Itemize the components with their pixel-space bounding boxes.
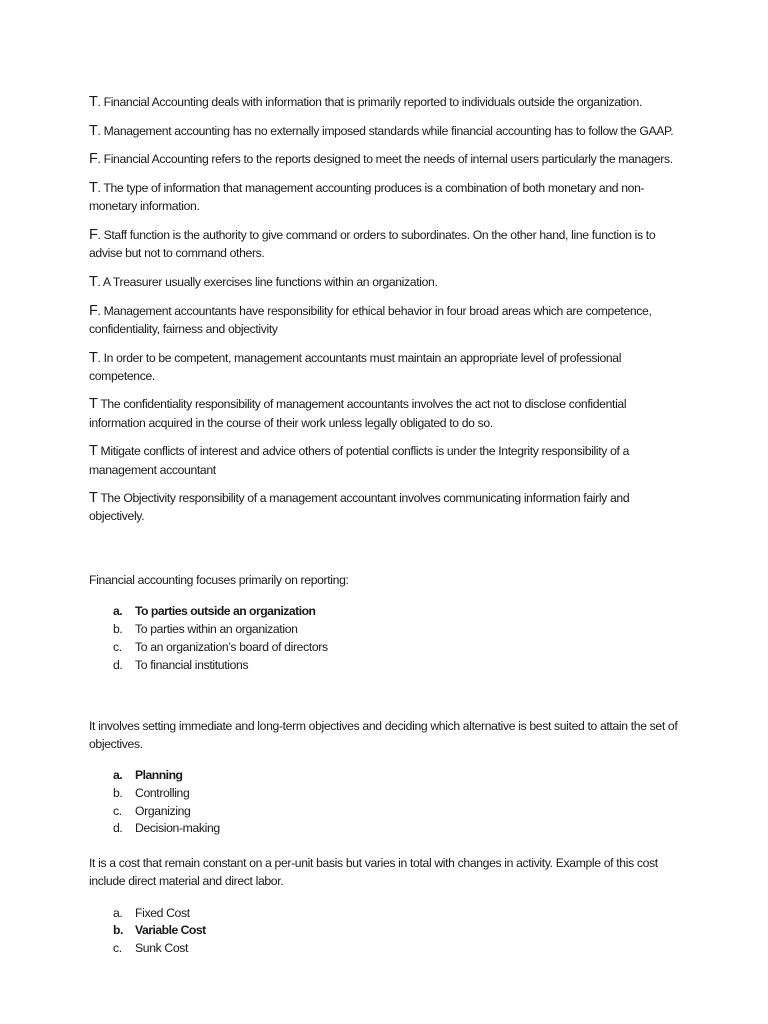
statement-text: Financial Accounting deals with information that is primarily reported to individuals outside the organization. xyxy=(100,95,642,109)
option-c: c. Sunk Cost xyxy=(113,941,189,956)
answer-mark: F xyxy=(89,151,98,168)
answer-mark: T xyxy=(89,349,98,366)
answer-mark: T xyxy=(89,180,98,197)
question-3 xyxy=(89,854,685,958)
question-1 xyxy=(89,571,685,674)
statement-text: A Treasurer usually exercises line functions within an organization. xyxy=(100,274,438,289)
section-spacer xyxy=(89,536,685,571)
statement-text: The type of information that management accounting produces is a combination of both monetary and non-monetary information. xyxy=(89,181,645,214)
statement-text: The Objectivity responsibility of a management accountant involves communicating information fairly and objectively. xyxy=(89,491,630,524)
question-spacer xyxy=(89,838,685,854)
question-prompt: It involves setting immediate and long-term objectives and deciding which alternative is best suited to attain the set of objectives. xyxy=(89,718,678,751)
statement-5: F. Staff function is the authority to give command or orders to subordinates. On the other hand, line function is to advise but not to command others. xyxy=(89,227,656,261)
statement-9 xyxy=(89,395,685,431)
statement-text: In order to be competent, management accountants must maintain an appropriate level of professional competence. xyxy=(89,350,622,383)
option-list xyxy=(89,905,685,958)
answer-mark: T xyxy=(89,122,98,139)
option-b: b. Controlling xyxy=(113,785,190,800)
statement-text: Financial Accounting refers to the reports designed to meet the needs of internal users particularly the managers. xyxy=(100,152,673,167)
option-a: a. Fixed Cost xyxy=(113,905,190,920)
statement-text: Management accountants have responsibility for ethical behavior in four broad areas which are competence, confidentiality, fairness and objectivity xyxy=(89,303,652,336)
option-b: b. To parties within an organization xyxy=(113,622,298,637)
option-list xyxy=(89,767,685,838)
option-c: c. To an organization’s board of directors xyxy=(113,639,328,654)
option-list xyxy=(89,603,685,674)
statement-8: T. In order to be competent, management accountants must maintain an appropriate level of professional competence. xyxy=(89,349,622,383)
option-a: a. Planning xyxy=(113,767,183,782)
answer-mark: T xyxy=(89,94,98,110)
answer-mark: T xyxy=(89,273,98,290)
question-2 xyxy=(89,717,685,839)
statement-4: T. The type of information that management accounting produces is a combination of both monetary and non-monetary information. xyxy=(89,180,645,214)
statement-3: F. Financial Accounting refers to the reports designed to meet the needs of internal users particularly the managers. xyxy=(89,151,673,168)
answer-mark: F xyxy=(89,227,98,244)
question-prompt: Financial accounting focuses primarily on reporting: xyxy=(89,573,349,588)
question-spacer xyxy=(89,675,685,717)
statement-10 xyxy=(89,442,685,478)
answer-mark: T xyxy=(89,396,98,413)
statement-2: T. Management accounting has no externally imposed standards while financial accounting has to follow the GAAP. xyxy=(89,122,674,139)
statement-text: Staff function is the authority to give command or orders to subordinates. On the other hand, line function is to advise but not to command others. xyxy=(89,228,656,261)
answer-mark: T xyxy=(89,490,98,507)
statement-text: The confidentiality responsibility of management accountants involves the act not to disclose confidential information acquired in the course of their work unless legally obligated to do so. xyxy=(89,397,627,430)
true-false-section xyxy=(89,93,685,526)
statement-6: T. A Treasurer usually exercises line functions within an organization. xyxy=(89,273,438,290)
document-page xyxy=(89,93,685,958)
answer-mark: F xyxy=(89,302,98,319)
option-d: d. To financial institutions xyxy=(113,657,249,672)
option-b: b. Variable Cost xyxy=(113,923,206,938)
question-prompt: It is a cost that remain constant on a per-unit basis but varies in total with changes in activity. Example of this cost include direct material and direct labor. xyxy=(89,856,658,889)
option-a: a. To parties outside an organization xyxy=(113,604,316,619)
option-c: c. Organizing xyxy=(113,803,191,818)
statement-11 xyxy=(89,489,685,525)
option-d: d. Decision-making xyxy=(113,821,220,836)
statement-7: F. Management accountants have responsibility for ethical behavior in four broad areas which are competence, confidentiality, fairness and objectivity xyxy=(89,302,652,336)
statement-1: T. Financial Accounting deals with information that is primarily reported to individuals outside the organization. xyxy=(89,94,642,110)
answer-mark: T xyxy=(89,443,98,460)
statement-text: Management accounting has no externally imposed standards while financial accounting has to follow the GAAP. xyxy=(100,123,674,138)
statement-text: Mitigate conflicts of interest and advice others of potential conflicts is under the Integrity responsibility of a management accountant xyxy=(89,444,630,477)
